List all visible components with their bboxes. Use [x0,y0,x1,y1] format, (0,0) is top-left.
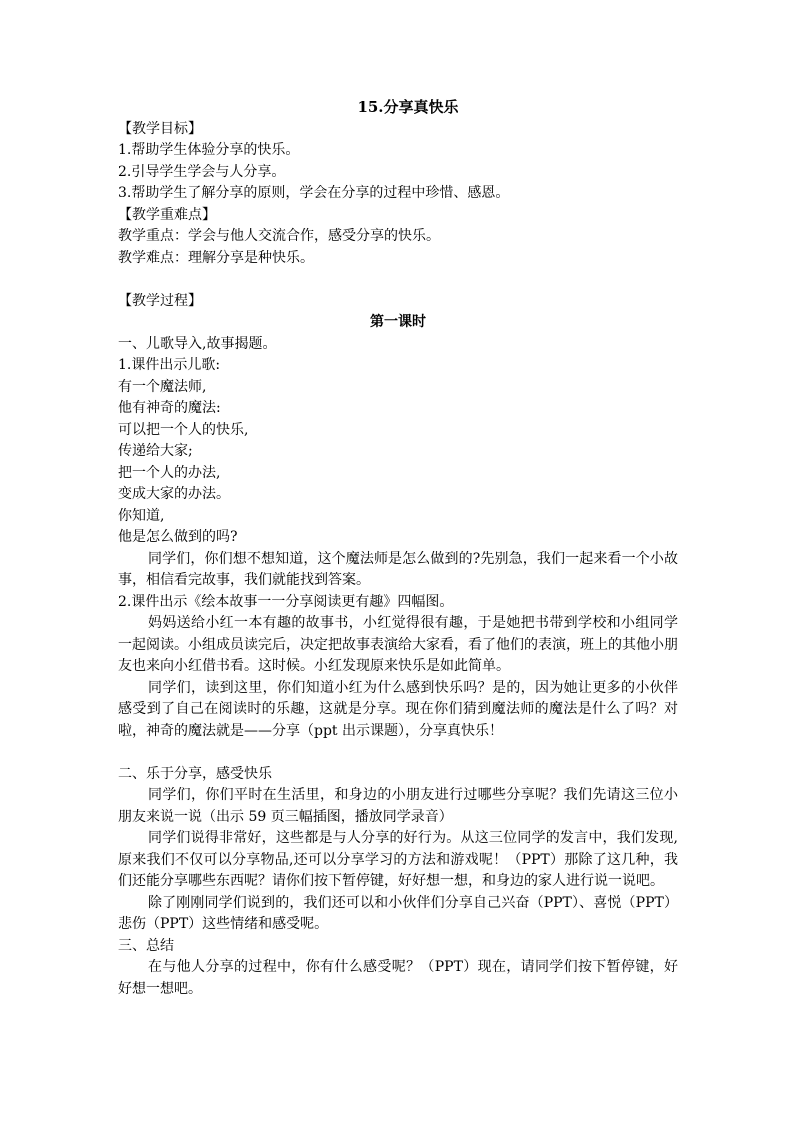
paragraph: 除了刚刚同学们说到的，我们还可以和小伙伴们分享自己兴奋（PPT）、喜悦（PPT）悲伤（PPT）这些情绪和感受呢。 [118,894,678,932]
blank-line [118,269,678,291]
step-item: 2.课件出示《绘本故事一一分享阅读更有趣》四幅图。 [118,593,454,610]
blank-line [118,742,678,764]
section-heading: 二、乐于分享，感受快乐 [118,765,272,782]
hard-point: 教学难点：理解分享是种快乐。 [118,249,314,266]
section-heading: 一、儿歌导入,故事揭题。 [118,335,277,352]
poem-line: 可以把一个人的快乐, [118,421,249,438]
key-heading: 【教学重难点】 [118,206,216,223]
document-title: 15.分享真快乐 [357,98,459,116]
poem-line: 传递给大家; [118,443,193,459]
poem-line: 变成大家的办法。 [118,486,230,502]
section-heading: 三、总结 [118,937,174,954]
paragraph: 同学们说得非常好，这些都是与人分享的好行为。从这三位同学的发言中，我们发现,原来我们不仅可以分享物品,还可以分享学习的方法和游戏呢！（PPT）那除了这几种，我们还能分享哪些东西呢？请你们按下暂停键，好好想一想，和身边的家人进行说一说吧。 [118,830,678,889]
paragraph: 在与他人分享的过程中，你有什么感受呢？（PPT）现在，请同学们按下暂停键，好好想一想吧。 [118,959,678,997]
poem-line: 他是怎么做到的吗? [118,529,238,545]
goal-item: 2.引导学生学会与人分享。 [118,163,286,180]
step-item: 1.课件出示儿歌: [118,357,221,373]
goal-item: 1.帮助学生体验分享的快乐。 [118,142,300,158]
poem-line: 他有神奇的魔法: [118,400,221,416]
poem-line: 把一个人的办法, [118,464,221,481]
lesson-title: 第一课时 [370,314,426,330]
poem-line: 你知道, [118,507,165,524]
paragraph: 同学们，读到这里，你们知道小红为什么感到快乐吗？是的，因为她让更多的小伙伴感受到了自己在阅读时的乐趣，这就是分享。现在你们猜到魔法师的魔法是什么了吗？对啦，神奇的魔法就是——分享（ppt 出示课题），分享真快乐！ [118,679,678,739]
key-point: 教学重点：学会与他人交流合作，感受分享的快乐。 [118,228,440,244]
paragraph: 同学们，你们想不想知道，这个魔法师是怎么做到的?先别急，我们一起来看一个小故事，相信看完故事，我们就能找到答案。 [118,550,678,588]
paragraph: 同学们，你们平时在生活里，和身边的小朋友进行过哪些分享呢？我们先请这三位小朋友来说一说（出示 59 页三幅插图，播放同学录音） [118,787,678,825]
document-body [118,97,678,1000]
goal-item: 3.帮助学生了解分享的原则，学会在分享的过程中珍惜、感恩。 [118,185,510,201]
process-heading: 【教学过程】 [118,292,202,309]
goal-heading: 【教学目标】 [118,120,202,137]
paragraph: 妈妈送给小红一本有趣的故事书，小红觉得很有趣，于是她把书带到学校和小组同学一起阅读。小组成员读完后，决定把故事表演给大家看，看了他们的表演，班上的其他小朋友也来向小红借书看。这时候。小红发现原来快乐是如此简单。 [118,615,678,674]
poem-line: 有一个魔法师, [118,378,207,395]
